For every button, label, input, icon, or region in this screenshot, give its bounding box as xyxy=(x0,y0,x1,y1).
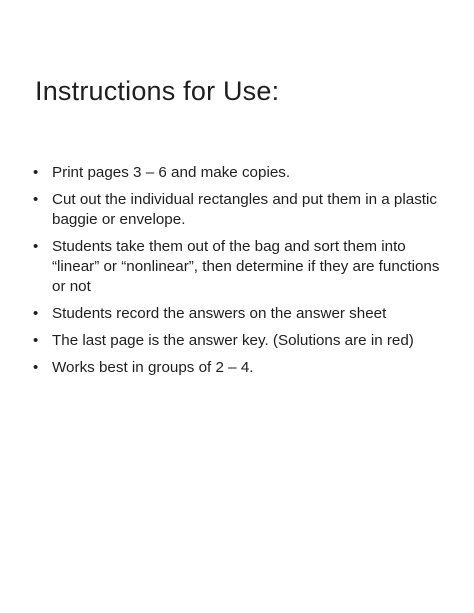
list-item-text: Cut out the individual rectangles and put them in a plastic baggie or envelope. xyxy=(52,191,437,228)
bullet-icon: • xyxy=(33,359,39,376)
page-title: Instructions for Use: xyxy=(35,76,280,106)
list-item-text: Works best in groups of 2 – 4. xyxy=(52,359,254,376)
list-item xyxy=(33,358,443,378)
bullet-icon: • xyxy=(33,164,39,181)
list-item-text: Students take them out of the bag and sort them into “linear” or “nonlinear”, then determine if they are functions or not xyxy=(52,238,440,295)
bullet-icon: • xyxy=(33,191,39,208)
list-item-text: Print pages 3 – 6 and make copies. xyxy=(52,164,291,181)
instruction-list xyxy=(33,163,443,385)
list-item xyxy=(33,163,443,183)
list-item-text: Students record the answers on the answer sheet xyxy=(52,305,387,322)
bullet-icon: • xyxy=(33,332,39,349)
list-item xyxy=(33,331,443,351)
list-item-text: The last page is the answer key. (Solutions are in red) xyxy=(52,332,414,349)
list-item xyxy=(33,304,443,324)
bullet-icon: • xyxy=(33,238,39,255)
list-item xyxy=(33,237,443,297)
bullet-icon: • xyxy=(33,305,39,322)
list-item xyxy=(33,190,443,230)
